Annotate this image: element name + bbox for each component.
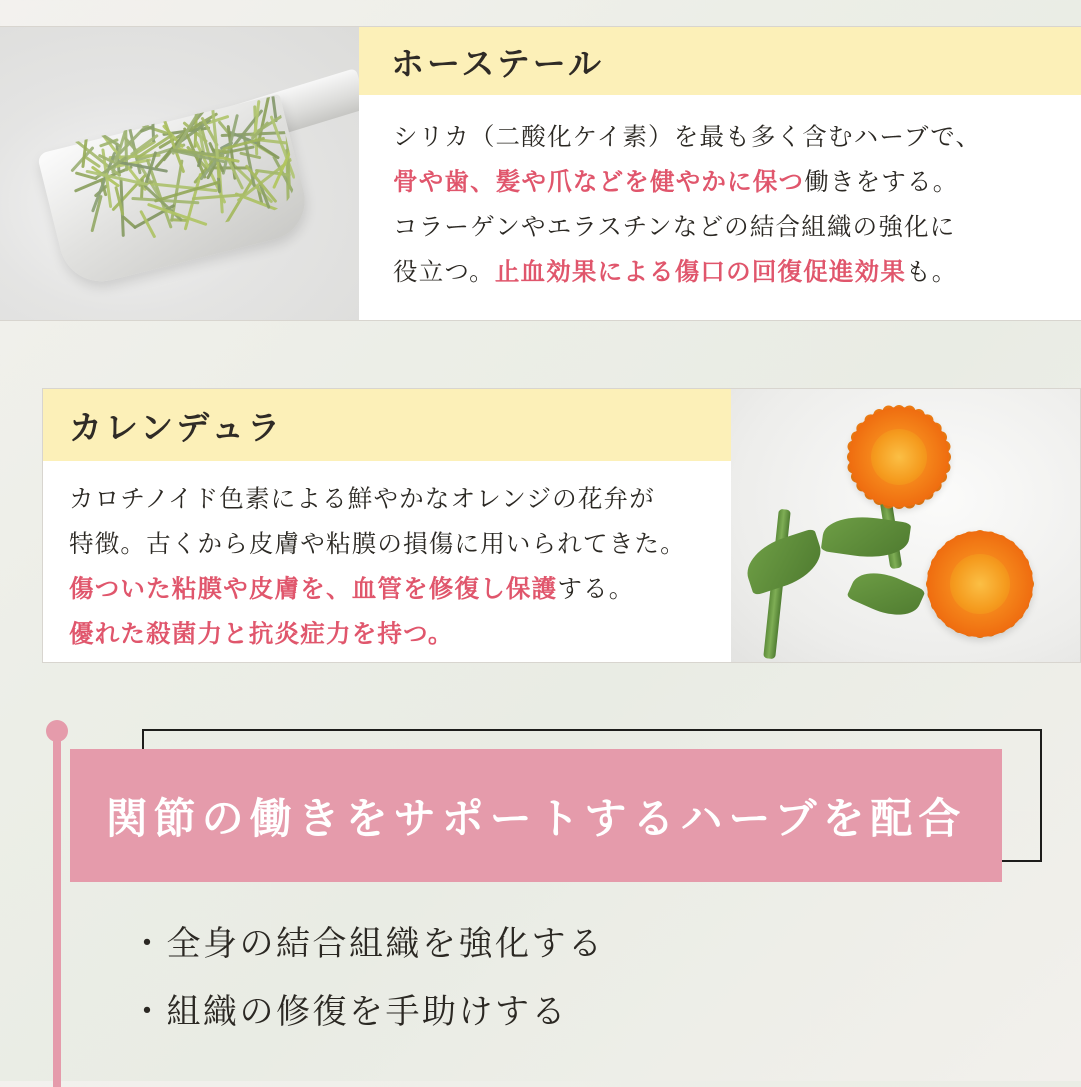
herb-card-horsetail xyxy=(0,26,1081,321)
highlighted-text: 止血効果による傷口の回復促進効果 xyxy=(494,259,907,286)
description-line xyxy=(393,205,1047,250)
calendula-title-bar xyxy=(43,389,731,461)
bullet-list xyxy=(130,910,930,1046)
body-text: する。 xyxy=(557,576,635,603)
horsetail-description xyxy=(359,95,1081,295)
banner-heading: 関節の働きをサポートするハーブを配合 xyxy=(105,794,967,842)
banner xyxy=(42,706,1042,906)
body-text: カロチノイド色素による鮮やかなオレンジの花弁が xyxy=(69,486,655,513)
banner-vertical-line xyxy=(53,732,61,1087)
highlighted-text: 傷ついた粘膜や皮膚を、血管を修復し保護 xyxy=(69,576,558,603)
body-text: 役立つ。 xyxy=(393,259,495,286)
description-line xyxy=(69,477,705,522)
body-text: コラーゲンやエラスチンなどの結合組織の強化に xyxy=(393,214,956,241)
herb-card-calendula xyxy=(42,388,1081,663)
bullet-item: ・全身の結合組織を強化する xyxy=(130,925,605,963)
description-line xyxy=(393,160,1047,205)
calendula-title: カレンデュラ xyxy=(69,408,284,446)
horsetail-text-block xyxy=(359,27,1081,320)
body-text: シリカ（二酸化ケイ素）を最も多く含むハーブで、 xyxy=(393,124,982,151)
bullet-item: ・組織の修復を手助けする xyxy=(130,993,568,1031)
calendula-description xyxy=(43,461,731,657)
description-line xyxy=(69,567,705,612)
calendula-photo xyxy=(731,389,1080,662)
calendula-flower-shape xyxy=(849,407,949,507)
calendula-text-block xyxy=(43,389,731,662)
highlighted-text: 優れた殺菌力と抗炎症力を持つ。 xyxy=(69,621,454,648)
horsetail-title-bar xyxy=(359,27,1081,95)
body-text: 特徴。古くから皮膚や粘膜の損傷に用いられてきた。 xyxy=(69,531,686,558)
description-line xyxy=(69,522,705,567)
description-line xyxy=(393,250,1047,295)
description-line xyxy=(69,612,705,657)
horsetail-photo xyxy=(0,27,359,320)
description-line xyxy=(393,115,1047,160)
calendula-flower-shape xyxy=(927,531,1033,637)
highlighted-text: 骨や歯、髪や爪などを健やかに保つ xyxy=(393,169,805,196)
body-text: 働きをする。 xyxy=(804,169,959,196)
banner-pink-band xyxy=(70,749,1002,882)
horsetail-title: ホーステール xyxy=(391,44,605,82)
body-text: も。 xyxy=(906,259,958,286)
